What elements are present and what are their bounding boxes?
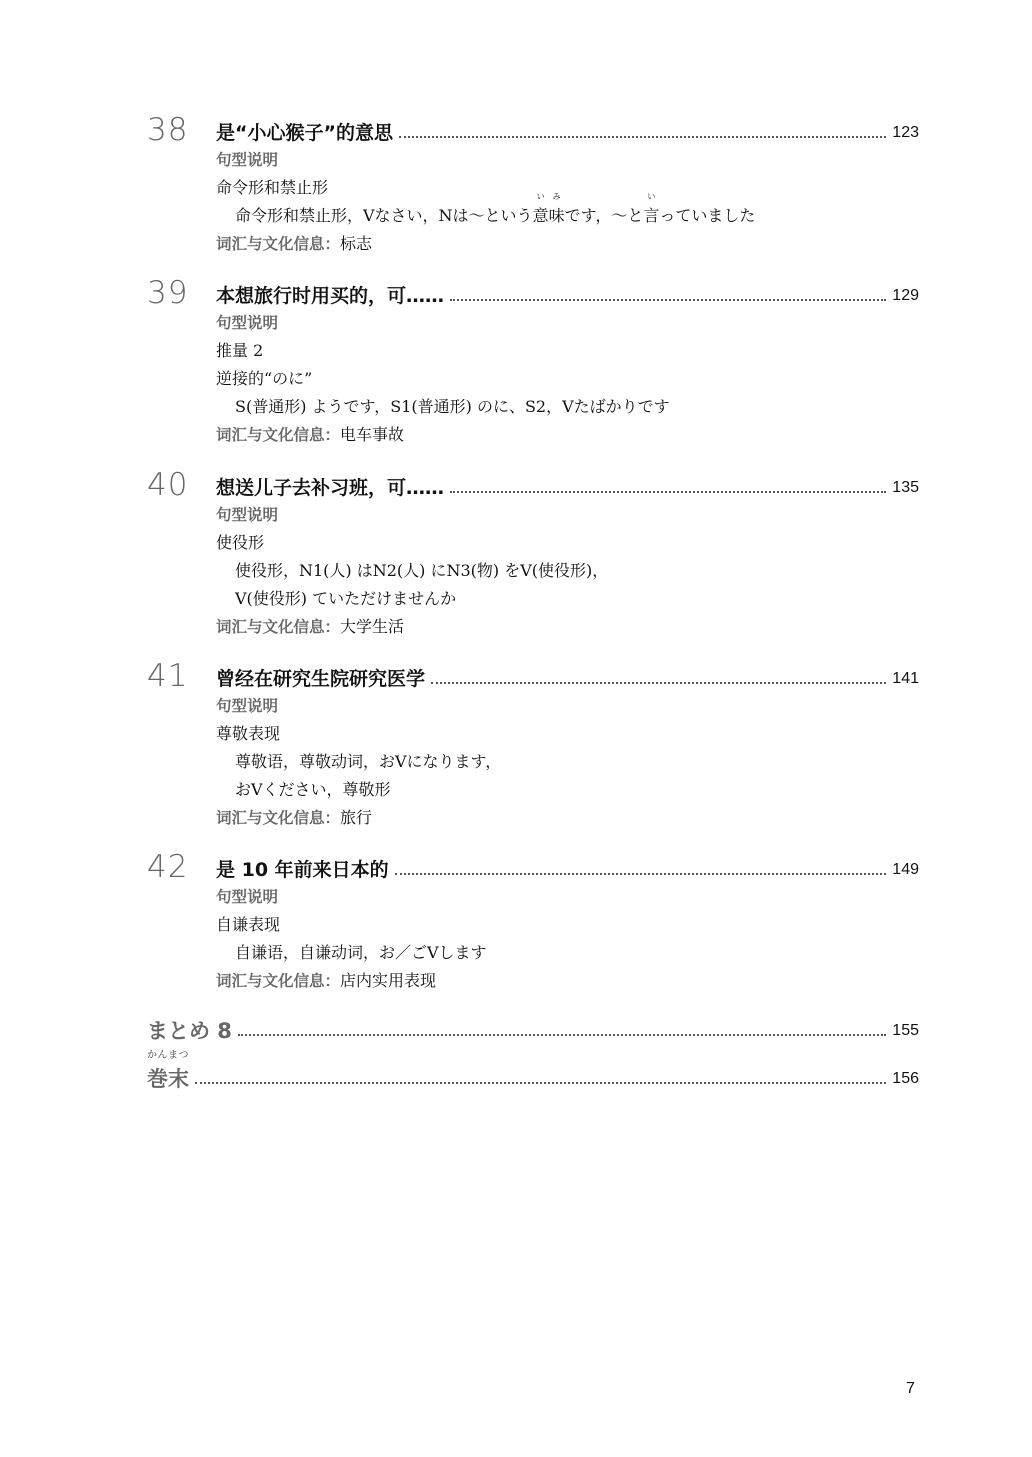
leader-dots [238,1034,886,1036]
vocab-topic: 店内实用表现 [340,971,437,990]
vocab-label: 词汇与文化信息： [216,426,341,444]
lesson-entry[interactable] [147,851,919,995]
kanmatsu-page: 156 [892,1070,919,1087]
lesson-number: 41 [147,658,189,694]
furigana: い [536,192,545,201]
vocab-label: 词汇与文化信息： [216,618,341,636]
lesson-entry[interactable] [147,660,919,832]
pattern-text: 尊敬语，尊敬动词，おVになります， [235,752,502,771]
vocab-line [216,613,919,641]
grammar-pattern [216,748,919,776]
grammar-pattern [216,585,919,613]
vocab-line [216,804,919,832]
vocab-line [216,230,919,258]
section-label: 句型说明 [216,888,279,906]
lesson-title[interactable]: 曾经在研究生院研究医学 [216,668,426,690]
lesson-entry[interactable] [147,277,919,449]
vocab-topic: 标志 [340,234,373,253]
vocab-label: 词汇与文化信息： [216,235,341,253]
lesson-title[interactable]: 是“小心猴子”的意思 [216,122,393,144]
lesson-heading [147,660,919,692]
ruby-base: 意 [532,206,549,225]
leader-dots [431,682,886,684]
grammar-pattern [216,776,919,804]
lesson-title[interactable]: 想送儿子去补习班，可…… [216,477,445,499]
grammar-pattern [216,557,919,585]
matome-entry[interactable] [147,1012,919,1044]
lesson-page: 135 [892,479,919,496]
lesson-number: 42 [147,849,189,885]
lesson-heading [147,851,919,883]
ruby-base: 味 [548,206,565,225]
leader-dots [195,1082,886,1084]
lesson-page: 129 [892,287,919,304]
section-label: 句型说明 [216,151,279,169]
lesson-heading [147,469,919,501]
lesson-page: 123 [892,124,919,141]
ruby-base: 言 [643,206,660,225]
grammar-topic: 使役形 [216,533,265,552]
pattern-text: 使役形，N1(人) はN2(人) にN3(物) をV(使役形)， [235,561,609,580]
vocab-topic: 电车事故 [340,425,405,444]
lesson-number: 38 [147,112,189,148]
grammar-topic: 尊敬表现 [216,724,281,743]
lesson-page: 141 [892,670,919,687]
page-number: 7 [906,1380,915,1397]
kanmatsu-ruby: かんまつ [147,1050,189,1061]
grammar-topic: 推量 2 [216,341,264,360]
pattern-text: 自谦语，自谦动词，お／ごVします [235,943,487,962]
vocab-line [216,421,919,449]
grammar-pattern [216,192,919,230]
lesson-number: 39 [147,275,189,311]
furigana: み [552,192,561,201]
grammar-pattern [216,939,919,967]
lesson-entry[interactable] [147,114,919,258]
ruby-word [548,192,565,230]
matome-title: まとめ 8 [147,1019,232,1043]
section-label: 句型说明 [216,697,279,715]
leader-dots [450,299,886,301]
lesson-page: 149 [892,861,919,878]
lesson-heading [147,114,919,146]
section-label: 句型说明 [216,314,279,332]
lesson-entry[interactable] [147,469,919,641]
vocab-line [216,967,919,995]
vocab-label: 词汇与文化信息： [216,972,341,990]
pattern-text: っていました [659,206,756,225]
furigana: い [647,192,656,201]
lesson-number: 40 [147,467,189,503]
leader-dots [395,873,887,875]
pattern-text: V(使役形) ていただけませんか [235,589,457,608]
lesson-title[interactable]: 本想旅行时用买的，可…… [216,285,445,307]
grammar-topic: 命令形和禁止形 [216,178,329,197]
ruby-word [643,192,660,230]
leader-dots [450,491,886,493]
vocab-label: 词汇与文化信息： [216,809,341,827]
kanmatsu-entry[interactable] [147,1050,919,1092]
leader-dots [399,136,886,138]
vocab-topic: 大学生活 [340,617,405,636]
ruby-word [532,192,549,230]
vocab-topic: 旅行 [340,808,373,827]
pattern-text: 命令形和禁止形，Vなさい，Nは～という [235,206,533,225]
section-label: 句型说明 [216,506,279,524]
lesson-heading [147,277,919,309]
pattern-text: S(普通形) ようです，S1(普通形) のに、S2，Vたばかりです [235,397,670,416]
pattern-text: です，～と [564,206,644,225]
grammar-pattern [216,393,919,421]
grammar-topic: 自谦表现 [216,915,281,934]
kanmatsu-title: 巻末 [147,1067,189,1091]
matome-page: 155 [892,1022,919,1039]
pattern-text: おVください，尊敬形 [235,780,391,799]
lesson-title[interactable]: 是 10 年前来日本的 [216,859,389,881]
grammar-topic: 逆接的“のに” [216,369,313,388]
